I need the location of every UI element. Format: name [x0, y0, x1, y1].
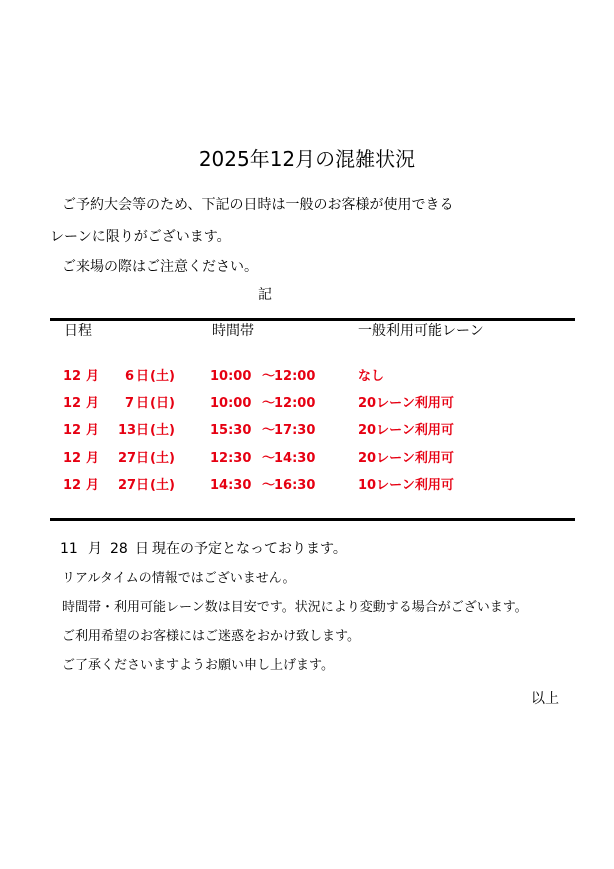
row-month: 12 [63, 423, 82, 438]
row-end-time: 16:30 [274, 478, 316, 493]
row-weekday: (土) [150, 478, 175, 493]
schedule-row [0, 449, 614, 469]
intro-line-3: ご来場の際はご注意ください。 [62, 259, 258, 275]
as-of-day-label: 日 [135, 541, 149, 557]
row-month: 12 [63, 478, 82, 493]
row-month-label: 月 [86, 478, 100, 493]
row-day: 27 [118, 478, 137, 493]
row-day: 6 [124, 369, 134, 384]
row-end-time: 12:00 [274, 369, 316, 384]
row-month-label: 月 [86, 423, 100, 438]
table-bottom-rule [50, 518, 575, 521]
row-day: 7 [124, 396, 134, 411]
row-day-label: 日 [136, 478, 150, 493]
row-month-label: 月 [86, 369, 100, 384]
row-day-label: 日 [136, 369, 150, 384]
row-tilde: ～ [262, 423, 276, 438]
row-lanes: なし [358, 369, 385, 384]
row-lanes: 20レーン利用可 [358, 396, 454, 411]
row-start-time: 10:00 [210, 396, 252, 411]
ki-marker: 記 [258, 287, 272, 303]
page-title: 2025年12月の混雑状況 [198, 147, 416, 171]
intro-line-2: レーンに限りがございます。 [50, 229, 231, 245]
row-tilde: ～ [262, 396, 276, 411]
row-weekday: (土) [150, 369, 175, 384]
schedule-row [0, 421, 614, 441]
row-weekday: (土) [150, 451, 175, 466]
row-month: 12 [63, 451, 82, 466]
note-line: 時間帯・利用可能レーン数は目安です。状況により変動する場合がございます。 [62, 600, 528, 615]
note-line: ご了承くださいますようお願い申し上げます。 [62, 658, 334, 673]
row-month-label: 月 [86, 451, 100, 466]
row-tilde: ～ [262, 369, 276, 384]
row-end-time: 14:30 [274, 451, 316, 466]
header-date: 日程 [64, 323, 92, 339]
header-time: 時間帯 [212, 323, 254, 339]
as-of-month: 11 [60, 541, 78, 557]
row-day-label: 日 [136, 451, 150, 466]
row-start-time: 15:30 [210, 423, 252, 438]
header-lanes: 一般利用可能レーン [358, 323, 484, 339]
as-of-day: 28 [110, 541, 128, 557]
schedule-row [0, 394, 614, 414]
closing-mark: 以上 [531, 691, 559, 707]
intro-line-1: ご予約大会等のため、下記の日時は一般のお客様が使用できる [62, 197, 454, 213]
table-top-rule [50, 318, 575, 321]
note-line: ご利用希望のお客様にはご迷惑をおかけ致します。 [62, 629, 360, 644]
row-month: 12 [63, 396, 82, 411]
row-day-label: 日 [136, 423, 150, 438]
row-weekday: (土) [150, 423, 175, 438]
row-day: 13 [118, 423, 137, 438]
row-month: 12 [63, 369, 82, 384]
row-weekday: (日) [150, 396, 175, 411]
row-lanes: 20レーン利用可 [358, 451, 454, 466]
schedule-row [0, 367, 614, 387]
row-end-time: 12:00 [274, 396, 316, 411]
row-end-time: 17:30 [274, 423, 316, 438]
row-tilde: ～ [262, 451, 276, 466]
note-line: リアルタイムの情報ではございません。 [62, 571, 296, 586]
as-of-text: 現在の予定となっております。 [152, 541, 347, 557]
row-tilde: ～ [262, 478, 276, 493]
schedule-row [0, 476, 614, 496]
row-day: 27 [118, 451, 137, 466]
row-lanes: 20レーン利用可 [358, 423, 454, 438]
row-start-time: 14:30 [210, 478, 252, 493]
row-start-time: 12:30 [210, 451, 252, 466]
row-lanes: 10レーン利用可 [358, 478, 454, 493]
row-day-label: 日 [136, 396, 150, 411]
row-start-time: 10:00 [210, 369, 252, 384]
row-month-label: 月 [86, 396, 100, 411]
as-of-month-label: 月 [88, 541, 102, 557]
